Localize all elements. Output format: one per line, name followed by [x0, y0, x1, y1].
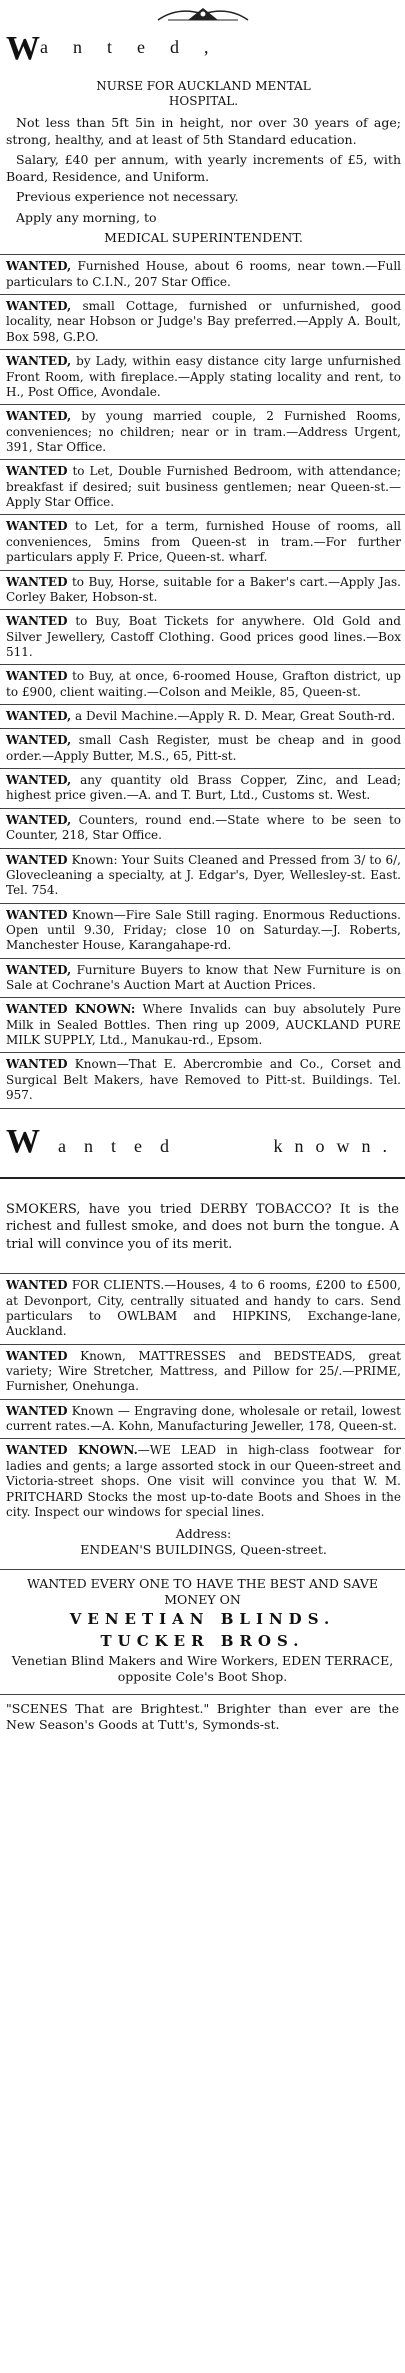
- classified-ad-body: FOR CLIENTS.—Houses, 4 to 6 rooms, £200 to £500, at Devonport, City, centrally situated and handy to cars. Send particulars to OWLBAM and HIPKINS, Exchange-lane, Auckland.: [6, 1278, 401, 1339]
- classified-ad-lead-word: WANTED,: [6, 733, 72, 748]
- classified-ad-lead-word: WANTED: [6, 1403, 68, 1418]
- wanted-heading: [0, 30, 405, 67]
- classified-ad: [0, 729, 405, 769]
- nurse-ad-title: [6, 79, 401, 109]
- classified-ad: [0, 295, 405, 350]
- nurse-ad-title-line1: NURSE FOR AUCKLAND MENTAL: [96, 79, 311, 94]
- classified-ad-body: Counters, round end.—State where to be seen to Counter, 218, Star Office.: [6, 812, 401, 843]
- classified-ad-body: to Buy, Boat Tickets for anywhere. Old Gold and Silver Jewellery, Castoff Clothing. Good prices good lines.—Box 511.: [6, 614, 401, 659]
- classified-ad-body: to Let, for a term, furnished House of rooms, all conveniences, 5mins from Queen-st in tram.—For further particulars apply F. Price, Queen-st. wharf.: [6, 519, 401, 565]
- classified-ad-lead-word: WANTED,: [6, 709, 72, 724]
- classified-ad-body: Known: Your Suits Cleaned and Pressed from 3/ to 6/, Glovecleaning a specialty, at J. Edgar's, Dyer, Wellesley-st. East. Tel. 754.: [6, 852, 401, 898]
- classified-ad: [0, 769, 405, 809]
- classified-ad-body: small Cash Register, must be cheap and in good order.—Apply Butter, M.S., 65, Pitt-st.: [6, 733, 401, 763]
- pritchard-ad-address-label: Address:: [175, 1526, 232, 1542]
- wanted-known-heading-left: [6, 1123, 187, 1161]
- classified-ad-lead-word: WANTED: [6, 852, 68, 867]
- classified-ad-body: Furnished House, about 6 rooms, near town.—Full particulars to C.I.N., 207 Star Office.: [6, 259, 401, 289]
- classified-ad: [0, 809, 405, 849]
- classified-ad: [0, 460, 405, 515]
- nurse-ad-para2: Salary, £40 per annum, with yearly increments of £5, with Board, Residence, and Uniform.: [6, 152, 401, 184]
- classified-ad-text: [6, 853, 401, 899]
- classified-ad-text: [6, 669, 401, 700]
- crest-ornament-icon: [0, 0, 405, 24]
- nurse-ad-signature: MEDICAL SUPERINTENDENT.: [104, 230, 303, 246]
- classified-ad-body: small Cottage, furnished or unfurnished, good locality, near Hobson or Judge's Bay preferred.—Apply A. Boult, Box 598, G.P.O.: [6, 299, 401, 344]
- venetian-ad: [0, 1570, 405, 1695]
- classified-ad-body: Known—Fire Sale Still raging. Enormous Reductions. Open until 9.30, Friday; close 10 on Saturday.—J. Roberts, Manchester House, Karangahape-rd.: [6, 907, 401, 953]
- scenes-ad: "SCENES That are Brightest." Brighter than ever are the New Season's Goods at Tutt's, Symonds-st.: [6, 1700, 399, 1732]
- nurse-ad-para1: Not less than 5ft 5in in height, nor over 30 years of age; strong, healthy, and at least of 5th Standard education.: [6, 115, 401, 147]
- wanted-heading-rest: anted,: [40, 37, 234, 57]
- classified-ad-lead-word: WANTED: [6, 519, 68, 534]
- wanted-heading-initial: W: [6, 30, 40, 67]
- pritchard-ad-text: —WE LEAD in high-class footwear for ladies and gents; a large assorted stock in our Queen-street and Victoria-street shops. One visit will convince you that W. M. PRITCHARD Stocks the most up-to-date Boots and Shoes in the city. Inspect our windows for special lines.: [6, 1443, 401, 1519]
- classified-ad-body: to Buy, at once, 6-roomed House, Grafton district, up to £900, client waiting.—Colson and Meikle, 85, Queen-st.: [6, 669, 401, 699]
- classified-ad: [0, 571, 405, 611]
- classified-ad-text: [6, 299, 401, 345]
- classified-ad-lead-word: WANTED,: [6, 962, 72, 977]
- classified-ad-text: [6, 733, 401, 764]
- classified-ad-text: [6, 1057, 401, 1103]
- classified-ad-lead-word: WANTED: [6, 1057, 68, 1072]
- classified-ad-body: Known—That E. Abercrombie and Co., Corset and Surgical Belt Makers, have Removed to Pitt-st. Buildings. Tel. 957.: [6, 1057, 401, 1103]
- classified-ad-lead-word: WANTED,: [6, 354, 72, 369]
- wanted-known-heading-right: known.: [273, 1135, 399, 1156]
- wanted-known-heading: [0, 1109, 405, 1179]
- later-ads-list: [0, 1274, 405, 1439]
- classified-ad: [0, 904, 405, 959]
- pritchard-ad-address: [6, 1526, 401, 1559]
- classified-ad-body: Known — Engraving done, wholesale or retail, lowest current rates.—A. Kohn, Manufacturing Jeweller, 178, Queen-st.: [6, 1403, 401, 1434]
- nurse-ad-body: [6, 115, 401, 226]
- classified-ad: [0, 1345, 405, 1400]
- classified-ad: [0, 1400, 405, 1440]
- classified-ad-text: [6, 908, 401, 954]
- classified-ad: [0, 1274, 405, 1344]
- nurse-ad-para4: Apply any morning, to: [16, 209, 157, 225]
- nurse-ad-para3: Previous experience not necessary.: [16, 189, 239, 205]
- classified-ad-lead-word: WANTED,: [6, 773, 72, 788]
- classified-ad-text: [6, 614, 401, 660]
- wanted-known-initial: W: [6, 1122, 58, 1160]
- venetian-ad-line2: Venetian Blind Makers and Wire Workers, EDEN TERRACE, opposite Cole's Boot Shop.: [11, 1653, 394, 1685]
- pritchard-ad-address-value: ENDEAN'S BUILDINGS, Queen-street.: [80, 1542, 327, 1558]
- classified-ad-lead-word: WANTED KNOWN:: [6, 1002, 136, 1017]
- classified-ad-body: to Buy, Horse, suitable for a Baker's cart.—Apply Jas. Corley Baker, Hobson-st.: [6, 574, 401, 604]
- classified-ad: [0, 515, 405, 570]
- nurse-ad: [0, 73, 405, 255]
- classified-ad-lead-word: WANTED,: [6, 259, 72, 274]
- classified-ad: [0, 998, 405, 1053]
- classified-ad-body: by young married couple, 2 Furnished Rooms, conveniences; no children; near or in tram.—Address Urgent, 391, Star Office.: [6, 409, 401, 454]
- classified-ad: [0, 1053, 405, 1108]
- classified-ad-text: [6, 1002, 401, 1048]
- classified-ad-lead-word: WANTED: [6, 1348, 68, 1363]
- classified-ad-text: [6, 963, 401, 994]
- classified-ad-lead-word: WANTED: [6, 1278, 68, 1293]
- classified-ad-lead-word: WANTED: [6, 669, 68, 684]
- classified-ad: [0, 350, 405, 405]
- classified-ad-text: [6, 709, 401, 724]
- classified-ad: [0, 255, 405, 295]
- classified-ad-body: a Devil Machine.—Apply R. D. Mear, Great South-rd.: [71, 709, 396, 724]
- pritchard-ad: [0, 1439, 405, 1569]
- classified-ad-body: any quantity old Brass Copper, Zinc, and Lead; highest price given.—A. and T. Burt, Ltd., Customs st. West.: [6, 773, 401, 803]
- classified-ad-text: [6, 354, 401, 400]
- classified-ad-lead-word: WANTED: [6, 464, 68, 479]
- classified-ad: [0, 405, 405, 460]
- pritchard-ad-body: [6, 1443, 401, 1520]
- classified-ad-body: to Let, Double Furnished Bedroom, with attendance; breakfast if desired; suit business gentlemen; near Queen-st.—Apply Star Office.: [6, 464, 401, 510]
- classified-ad-body: by Lady, within easy distance city large unfurnished Front Room, with fireplace.—Apply stating locality and rent, to H., Post Office, Avondale.: [6, 354, 401, 399]
- classified-ad-body: Furniture Buyers to know that New Furniture is on Sale at Cochrane's Auction Mart at Auction Prices.: [6, 962, 401, 993]
- classified-ad: [0, 610, 405, 665]
- smokers-ad: SMOKERS, have you tried DERBY TOBACCO? It is the richest and fullest smoke, and does not burn the tongue. A trial will convince you of its merit.: [0, 1179, 405, 1275]
- classified-ad-lead-word: WANTED,: [6, 812, 72, 827]
- classified-ad-lead-word: WANTED: [6, 907, 68, 922]
- classified-ad-text: [6, 813, 401, 844]
- classified-ads-list: [0, 255, 405, 1108]
- classified-ad: [0, 959, 405, 999]
- classified-ad-body: Known, MATTRESSES and BEDSTEADS, great variety; Wire Stretcher, Mattress, and Pillow for 25/.—PRIME, Furnisher, Onehunga.: [6, 1348, 401, 1394]
- classified-ad-text: [6, 773, 401, 804]
- classified-ad-body: Where Invalids can buy absolutely Pure Milk in Sealed Bottles. Then ring up 2009, AUCKLAND PURE MILK SUPPLY, Ltd., Manukau-rd., Epsom.: [6, 1002, 401, 1048]
- classified-ad: [0, 849, 405, 904]
- venetian-ad-line1: WANTED EVERY ONE TO HAVE THE BEST AND SAVE MONEY ON: [26, 1575, 379, 1607]
- wanted-known-word: anted: [58, 1135, 187, 1156]
- classified-ad-lead-word: WANTED,: [6, 299, 72, 314]
- classified-ad: [0, 705, 405, 729]
- classified-ad-lead-word: WANTED,: [6, 409, 72, 424]
- classified-ad-text: [6, 464, 401, 510]
- classified-ad-lead-word: WANTED: [6, 614, 68, 629]
- nurse-ad-title-line2: HOSPITAL.: [168, 94, 239, 109]
- pritchard-ad-lead: WANTED KNOWN.: [6, 1443, 138, 1458]
- classified-ad-text: [6, 519, 401, 565]
- classified-ad-text: [6, 1278, 401, 1339]
- classified-ad-text: [6, 1349, 401, 1395]
- classified-ad-text: [6, 259, 401, 290]
- classified-ad: [0, 665, 405, 705]
- venetian-ad-brand2: TUCKER BROS.: [100, 1631, 305, 1650]
- classified-ad-text: [6, 1404, 401, 1435]
- classified-ad-text: [6, 409, 401, 455]
- classified-ad-lead-word: WANTED: [6, 574, 68, 589]
- classified-ad-text: [6, 575, 401, 606]
- venetian-ad-brand1: VENETIAN BLINDS.: [69, 1610, 336, 1629]
